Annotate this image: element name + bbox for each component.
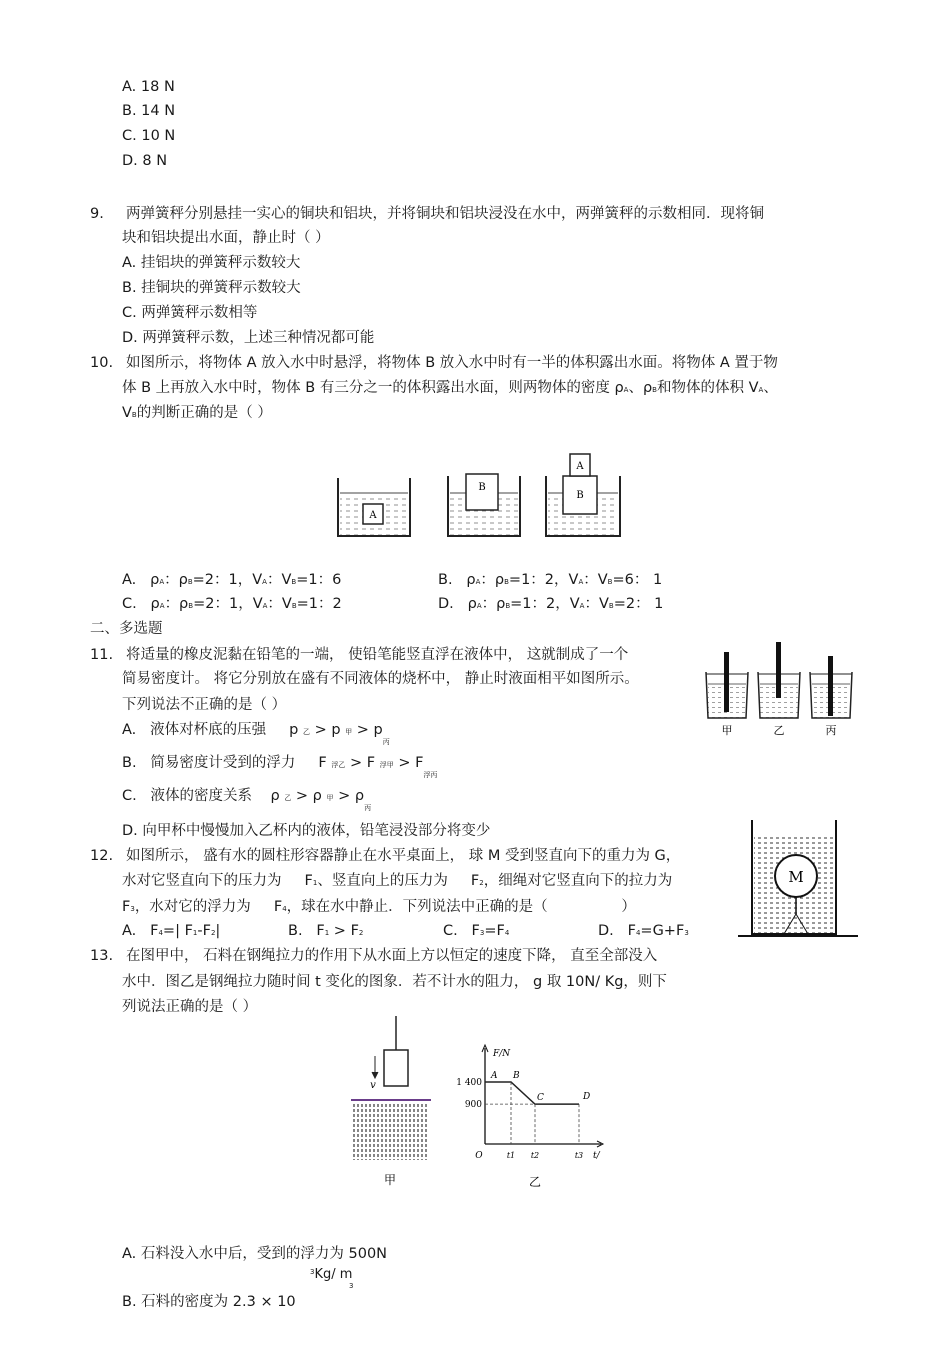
q12-stem-line2: 水对它竖直向下的压力为 F1、竖直向上的压力为 F2，细绳对它竖直向下的拉力为 (122, 873, 673, 889)
origin-label: O (475, 1151, 483, 1161)
block-b-label: B (478, 482, 486, 493)
q13-option-b: B. 石料的密度为 2.3 × 10 (122, 1294, 296, 1310)
q8-option-c: C. 10 N (122, 128, 176, 144)
q10-option-a: A. ρA：ρB=2：1，VA：VB=1：6 (122, 572, 342, 588)
q8-option-d: D. 8 N (122, 153, 168, 169)
series-line (485, 1082, 579, 1104)
figure-caption-jia: 甲 (383, 1173, 397, 1187)
y-tick-label: 1 400 (456, 1078, 482, 1088)
q13-stem-line2: 水中．图乙是钢绳拉力随时间 t 变化的图象．若不计水的阻力， g 取 10N/ Kg，则下 (122, 974, 667, 990)
y-axis-label: F/N (493, 1049, 511, 1059)
q12-stem-line3: F3，水对它的浮力为 F4，球在水中静止．下列说法中正确的是（ ） (122, 899, 636, 915)
q9-option-a: A. 挂铝块的弹簧秤示数较大 (122, 255, 301, 271)
q11-stem-line3: 下列说法不正确的是（ ） (122, 697, 287, 713)
beaker-label-bing: 丙 (825, 724, 837, 737)
q12-option-c: C. F3=F4 (443, 923, 510, 939)
q10-option-c: C. ρA：ρB=2：1，VA：VB=1：2 (122, 596, 342, 612)
q12-option-d: D. F4=G+F3 (598, 923, 689, 939)
q13-figure-jia (345, 1014, 440, 1194)
q13-option-a: A. 石料没入水中后，受到的浮力为 500N (122, 1246, 388, 1262)
block-a2-label: A (576, 461, 584, 472)
q13-option-b-unit-exponent: 3 (349, 1282, 354, 1290)
q13-option-b-unit: $^3$Kg/ m (310, 1267, 353, 1282)
q13-figure-yi-chart (455, 1040, 605, 1192)
q13-number: 13. (90, 948, 114, 964)
beaker-label-yi: 乙 (773, 724, 785, 737)
q10-option-d: D. ρA：ρB=1：2，VA：VB=2： 1 (438, 596, 664, 612)
q12-option-a: A. F4=| F1-F2| (122, 923, 221, 939)
q9-stem-line1: 两弹簧秤分别悬挂一实心的铜块和铝块，并将铜块和铝块浸没在水中，两弹簧秤的示数相同．现将铜 (126, 206, 764, 222)
point-label-d: D (583, 1092, 591, 1103)
block-b2-label: B (576, 490, 584, 501)
q12-option-b: B. F1 > F2 (288, 923, 364, 939)
q12-stem-line1: 如图所示， 盛有水的圆柱形容器静止在水平桌面上， 球 M 受到竖直向下的重力为 G， (126, 848, 681, 864)
q9-number: 9. (90, 206, 104, 222)
q13-stem-line3: 列说法正确的是（ ） (122, 999, 258, 1015)
section-title: 二、多选题 (90, 621, 163, 637)
q11-option-c: C. 液体的密度关系 ρ 乙 > ρ 甲 > $\rho_丙$ (122, 788, 372, 812)
q12-figure (734, 816, 860, 942)
q11-stem-line1: 将适量的橡皮泥黏在铅笔的一端， 使铅笔能竖直浮在液体中， 这就制成了一个 (126, 647, 629, 663)
point-label-a: A (491, 1071, 498, 1081)
x-tick-label: t2 (530, 1151, 540, 1160)
q9-option-c: C. 两弹簧秤示数相等 (122, 305, 258, 321)
y-tick-label: 900 (464, 1100, 482, 1111)
x-tick-label: t1 (506, 1151, 516, 1160)
beaker-label-jia: 甲 (721, 724, 733, 737)
q8-option-a: A. 18 N (122, 79, 175, 95)
q12-number: 12. (90, 848, 114, 864)
x-tick-label: t3 (574, 1151, 584, 1160)
point-label-b: B (513, 1071, 520, 1081)
q11-option-a: A. 液体对杯底的压强 p 乙 > p 甲 > $p_丙$ (122, 722, 390, 746)
q11-option-d: D. 向甲杯中慢慢加入乙杯内的液体，铅笔浸没部分将变少 (122, 823, 491, 839)
q9-option-d: D. 两弹簧秤示数，上述三种情况都可能 (122, 330, 375, 346)
q9-stem-line2: 块和铝块提出水面，静止时（ ） (122, 230, 330, 246)
q10-option-b: B. ρA：ρB=1：2，VA：VB=6： 1 (438, 572, 663, 588)
q11-stem-line2: 简易密度计。 将它分别放在盛有不同液体的烧杯中， 静止时液面相平如图所示。 (122, 671, 639, 687)
q10-figure (330, 448, 630, 544)
block-a-label: A (369, 510, 377, 521)
q10-stem-line3: VB的判断正确的是（ ） (122, 405, 272, 421)
q10-stem-line1: 如图所示，将物体 A 放入水中时悬浮，将物体 B 放入水中时有一半的体积露出水面。将物体 A 置于物 (126, 355, 778, 371)
point-label-c: C (537, 1093, 544, 1104)
q11-option-b: B. 简易密度计受到的浮力 F 浮乙 > F 浮甲 > $F_{浮丙}$ (122, 755, 438, 779)
x-axis-label: t/ (593, 1151, 600, 1161)
q10-stem-line2: 体 B 上再放入水中时，物体 B 有三分之一的体积露出水面，则两物体的密度 ρA、ρB和物体的体积 VA、 (122, 380, 778, 396)
q8-option-b: B. 14 N (122, 103, 176, 119)
q9-option-b: B. 挂铜块的弹簧秤示数较大 (122, 280, 301, 296)
q11-number: 11. (90, 647, 114, 663)
q11-figure (700, 640, 860, 740)
q10-number: 10. (90, 355, 114, 371)
ball-m-label: M (788, 868, 804, 886)
q13-stem-line1: 在图甲中， 石料在钢绳拉力的作用下从水面上方以恒定的速度下降， 直至全部没入 (126, 948, 658, 964)
velocity-label: v (370, 1080, 376, 1091)
figure-caption-yi: 乙 (528, 1175, 542, 1189)
